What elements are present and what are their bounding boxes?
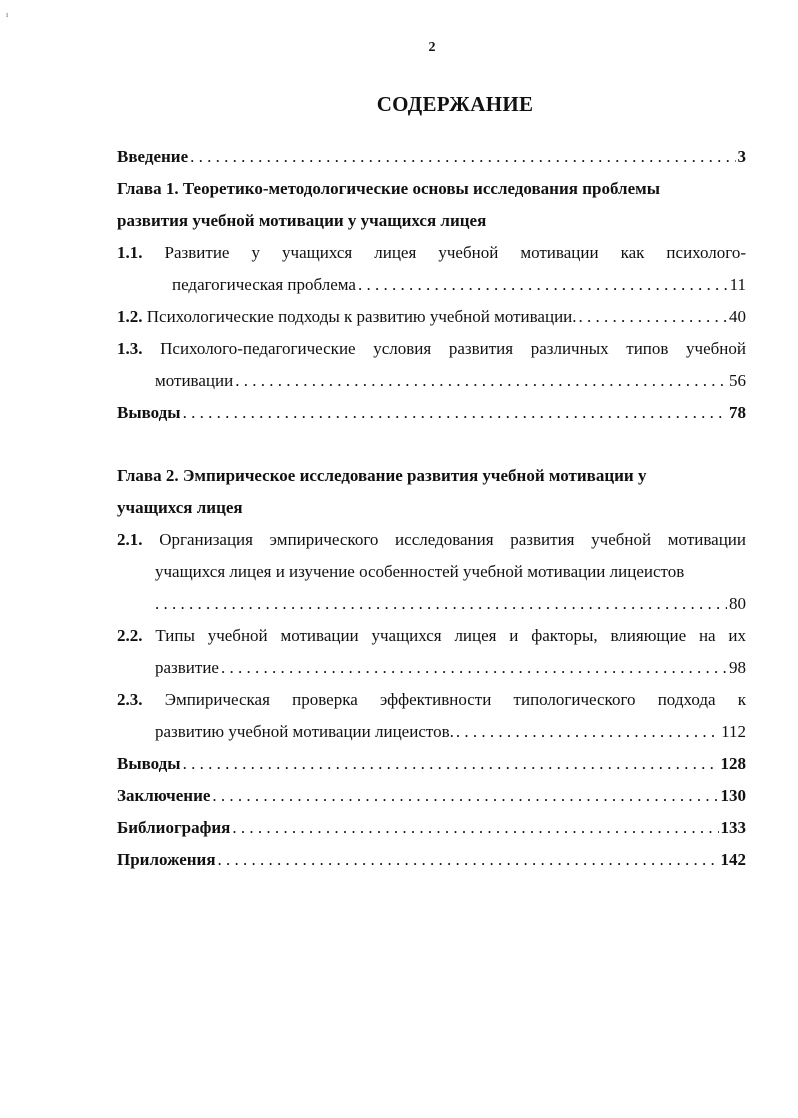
toc-page: 3 xyxy=(737,147,746,166)
scan-mark: ı xyxy=(6,10,9,19)
section-number: 2.1. xyxy=(117,530,143,549)
toc-section-1-1[interactable] xyxy=(117,241,746,265)
toc-entry-bibliography[interactable] xyxy=(117,816,746,840)
section-number: 2.3. xyxy=(117,690,143,709)
toc-entry-conclusion[interactable] xyxy=(117,784,746,808)
toc-page: 130 xyxy=(720,786,746,805)
dot-leader xyxy=(183,401,727,425)
toc-label-line1: Развитие у учащихся лицея учебной мотивации как психолого- xyxy=(164,243,746,262)
toc-section-1-2[interactable] xyxy=(117,305,746,329)
dot-leader xyxy=(155,592,727,616)
toc-label: Библиография xyxy=(117,818,231,837)
toc-page: 142 xyxy=(720,850,746,869)
toc-page: 11 xyxy=(729,275,746,294)
toc-label-line2: мотивации xyxy=(155,371,234,390)
toc-label: Выводы xyxy=(117,754,181,773)
toc-label-line1: Эмпирическая проверка эффективности типологического подхода к xyxy=(164,690,747,709)
dot-leader xyxy=(183,752,719,776)
toc-label-line2: развитие xyxy=(155,658,219,677)
dot-leader xyxy=(212,784,718,808)
toc-section-2-1-page[interactable] xyxy=(155,592,746,616)
dot-leader xyxy=(232,816,718,840)
toc-entry-conclusions-1[interactable] xyxy=(117,401,746,425)
toc-page: 78 xyxy=(729,403,746,422)
section-number: 2.2. xyxy=(117,626,143,645)
toc-chapter-2-line2[interactable]: учащихся лицея xyxy=(117,498,243,517)
toc-page: 133 xyxy=(720,818,746,837)
toc-label: Выводы xyxy=(117,403,181,422)
toc-label-line1: Организация эмпирического исследования развития учебной мотивации xyxy=(159,530,747,549)
dot-leader xyxy=(190,145,735,169)
toc-label-line1: Психолого-педагогические условия развития различных типов учебной xyxy=(160,339,746,358)
section-number: 1.2. xyxy=(117,307,143,326)
toc-label: Психологические подходы к развитию учебной мотивации. xyxy=(146,307,577,326)
toc-page: 56 xyxy=(729,371,746,390)
toc-section-2-1-cont[interactable]: учащихся лицея и изучение особенностей учебной мотивации лицеистов xyxy=(155,562,685,581)
toc-section-2-2[interactable] xyxy=(117,624,746,648)
toc-entry-conclusions-2[interactable] xyxy=(117,752,746,776)
toc-page: 112 xyxy=(721,722,746,741)
dot-leader xyxy=(358,273,728,297)
toc-label-line2: педагогическая проблема xyxy=(172,275,356,294)
toc-chapter-1-line1[interactable]: Глава 1. Теоретико-методологические основы исследования проблемы xyxy=(117,179,660,198)
dot-leader xyxy=(235,369,727,393)
toc-page: 98 xyxy=(729,658,746,677)
dot-leader xyxy=(579,305,727,329)
toc-entry-appendices[interactable] xyxy=(117,848,746,872)
section-number: 1.3. xyxy=(117,339,143,358)
toc-page: 128 xyxy=(720,754,746,773)
toc-section-2-2-cont[interactable] xyxy=(155,656,746,680)
toc-section-2-3-cont[interactable] xyxy=(155,720,746,744)
dot-leader xyxy=(456,720,719,744)
toc-page: 40 xyxy=(729,307,746,326)
page-number: 2 xyxy=(428,40,436,55)
page-title: СОДЕРЖАНИЕ xyxy=(376,92,534,116)
toc-section-2-1[interactable] xyxy=(117,528,746,552)
toc-label: Введение xyxy=(117,147,189,166)
toc-section-1-3[interactable] xyxy=(117,337,746,361)
toc-label: Заключение xyxy=(117,786,211,805)
toc-section-1-1-cont[interactable] xyxy=(172,273,746,297)
toc-page: 80 xyxy=(729,594,746,613)
toc-label-line2: развитию учебной мотивации лицеистов. xyxy=(155,722,454,741)
toc-label-line1: Типы учебной мотивации учащихся лицея и факторы, влияющие на их xyxy=(155,626,746,645)
toc-section-1-3-cont[interactable] xyxy=(155,369,746,393)
dot-leader xyxy=(218,848,719,872)
toc-section-2-3[interactable] xyxy=(117,688,746,712)
toc-label: Приложения xyxy=(117,850,216,869)
section-number: 1.1. xyxy=(117,243,143,262)
toc-chapter-2-line1[interactable]: Глава 2. Эмпирическое исследование развития учебной мотивации у xyxy=(117,466,647,485)
toc-chapter-1-line2[interactable]: развития учебной мотивации у учащихся лицея xyxy=(117,211,487,230)
dot-leader xyxy=(221,656,727,680)
toc-entry-intro[interactable] xyxy=(117,145,746,169)
